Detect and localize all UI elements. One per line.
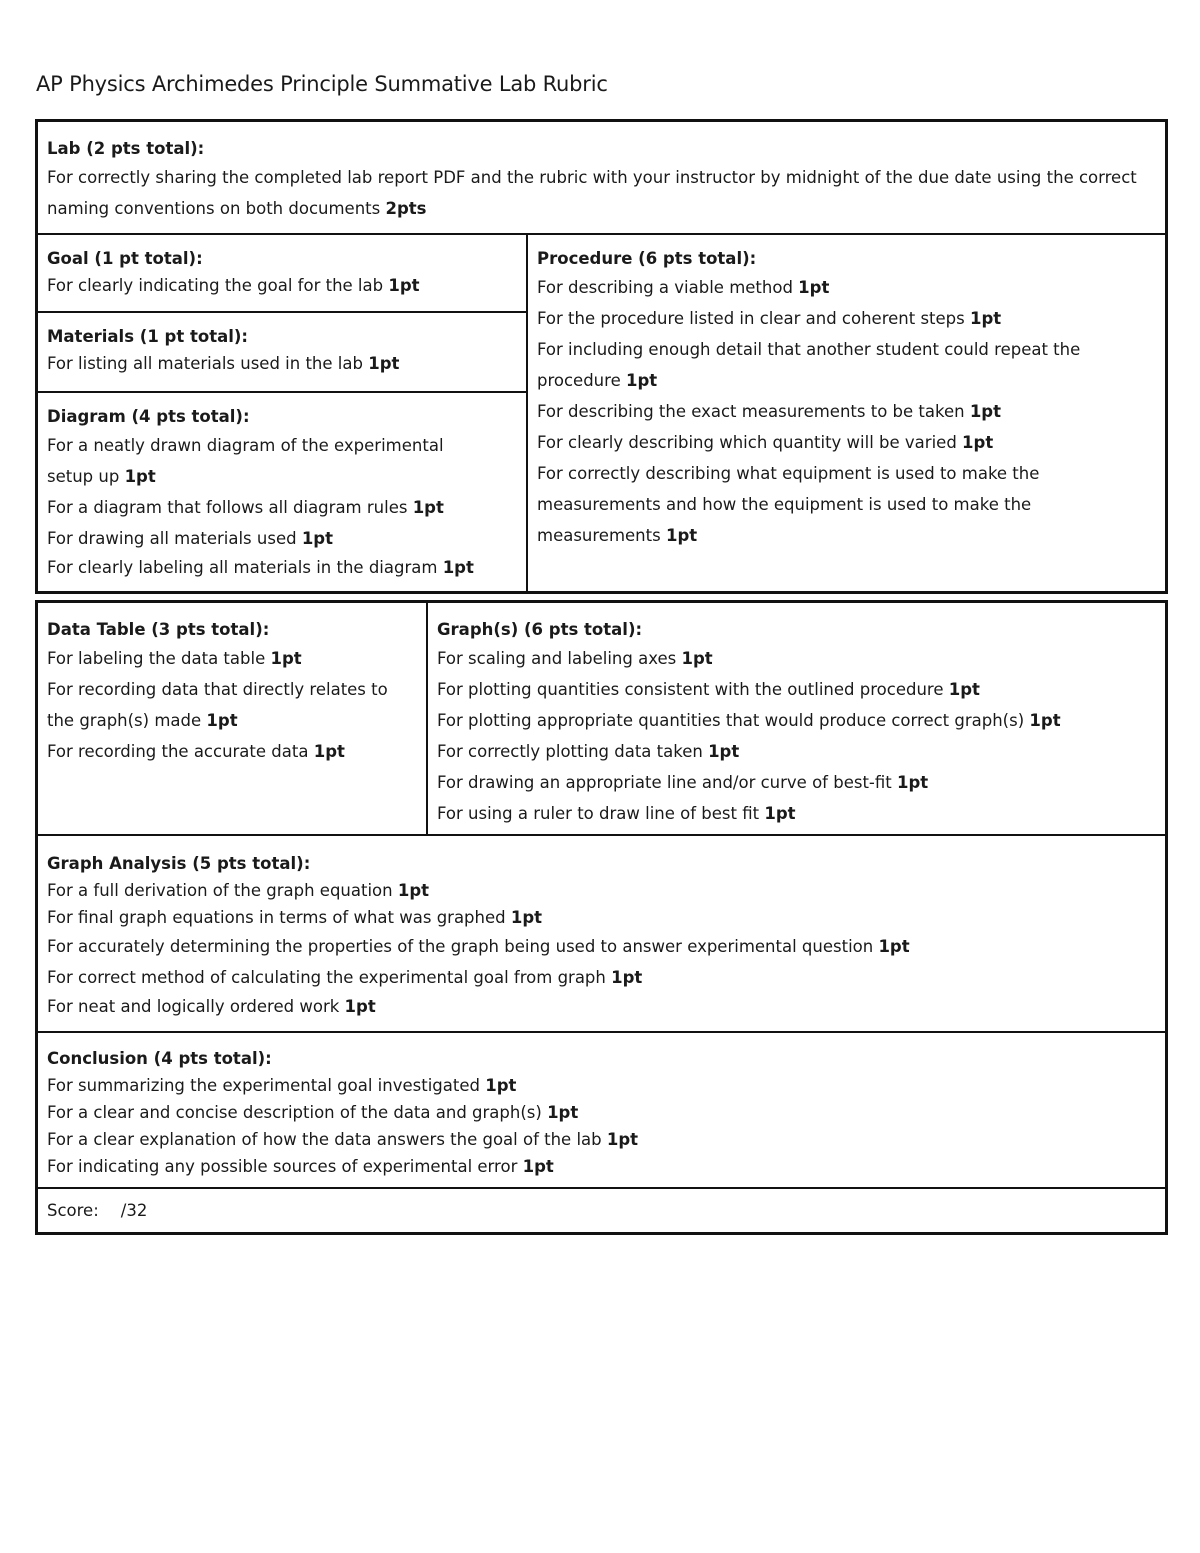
conclusion-header: Conclusion (4 pts total): <box>47 1049 272 1068</box>
procedure-header: Procedure (6 pts total): <box>537 249 757 268</box>
graph-analysis-header: Graph Analysis (5 pts total): <box>47 854 311 873</box>
criterion-line: For drawing all materials used 1pt <box>47 529 333 548</box>
data-table-section <box>38 603 426 835</box>
criterion-line: For describing the exact measurements to be taken 1pt <box>537 402 1001 421</box>
criterion-line: For including enough detail that another student could repeat the procedure 1pt <box>537 340 1081 390</box>
criterion-line: For the procedure listed in clear and coherent steps 1pt <box>537 309 1002 328</box>
diagram-header: Diagram (4 pts total): <box>47 407 250 426</box>
materials-header: Materials (1 pt total): <box>47 327 249 346</box>
criterion-line: For plotting quantities consistent with the outlined procedure 1pt <box>437 680 980 699</box>
diagram-section <box>38 393 526 591</box>
criterion-line: For clearly describing which quantity will be varied 1pt <box>537 433 994 452</box>
goal-section <box>38 235 526 312</box>
lab-section <box>38 122 1165 235</box>
criterion-line: For clearly labeling all materials in the diagram 1pt <box>47 558 474 577</box>
conclusion-section <box>38 1033 1165 1187</box>
lab-header: Lab (2 pts total): <box>47 139 205 158</box>
procedure-section <box>528 235 1165 591</box>
score-section <box>38 1189 1165 1232</box>
criterion-line: For final graph equations in terms of what was graphed 1pt <box>47 908 543 927</box>
rubric-table-top <box>35 119 1168 594</box>
criterion-line: For describing a viable method 1pt <box>537 278 830 297</box>
criterion-line: For correctly describing what equipment is used to make the measurements and how the equipment is used to make the measurements 1pt <box>537 464 1040 545</box>
score-total: /32 <box>120 1201 148 1220</box>
score-line <box>47 1197 1165 1224</box>
criterion-line: For scaling and labeling axes 1pt <box>437 649 713 668</box>
goal-header: Goal (1 pt total): <box>47 249 203 268</box>
graphs-header: Graph(s) (6 pts total): <box>437 620 643 639</box>
criterion-line: For correct method of calculating the experimental goal from graph 1pt <box>47 968 643 987</box>
criterion-line: For a diagram that follows all diagram rules 1pt <box>47 498 444 517</box>
criterion-line: For neat and logically ordered work 1pt <box>47 997 376 1016</box>
criterion-line: For clearly indicating the goal for the lab 1pt <box>47 276 420 295</box>
criterion-line: For listing all materials used in the lab 1pt <box>47 354 400 373</box>
criterion-line: For recording data that directly relates to the graph(s) made 1pt <box>47 680 388 730</box>
criterion-line: For recording the accurate data 1pt <box>47 742 345 761</box>
criterion-line: For accurately determining the properties of the graph being used to answer experimental question 1pt <box>47 937 910 956</box>
graphs-section <box>428 603 1165 835</box>
criterion-line: For drawing an appropriate line and/or curve of best-fit 1pt <box>437 773 929 792</box>
score-label: Score: <box>47 1201 99 1220</box>
criterion-line: For indicating any possible sources of experimental error 1pt <box>47 1157 554 1176</box>
criterion-line: For a clear explanation of how the data answers the goal of the lab 1pt <box>47 1130 639 1149</box>
criterion-line: For using a ruler to draw line of best fit 1pt <box>437 804 796 823</box>
data-table-header: Data Table (3 pts total): <box>47 620 270 639</box>
page-title: AP Physics Archimedes Principle Summative Lab Rubric <box>36 72 608 96</box>
criterion-line: For plotting appropriate quantities that would produce correct graph(s) 1pt <box>437 711 1061 730</box>
criterion-line: For summarizing the experimental goal investigated 1pt <box>47 1076 517 1095</box>
materials-section <box>38 313 526 392</box>
graph-analysis-section <box>38 836 1165 1032</box>
criterion-line: For labeling the data table 1pt <box>47 649 302 668</box>
criterion-line: For a neatly drawn diagram of the experimental setup up 1pt <box>47 436 444 486</box>
criterion-line: For correctly sharing the completed lab report PDF and the rubric with your instructor by midnight of the due date using the correct naming conventions on both documents 2pts <box>47 168 1137 218</box>
criterion-line: For correctly plotting data taken 1pt <box>437 742 740 761</box>
criterion-line: For a clear and concise description of the data and graph(s) 1pt <box>47 1103 579 1122</box>
rubric-table-bottom <box>35 600 1168 1235</box>
criterion-line: For a full derivation of the graph equation 1pt <box>47 881 430 900</box>
